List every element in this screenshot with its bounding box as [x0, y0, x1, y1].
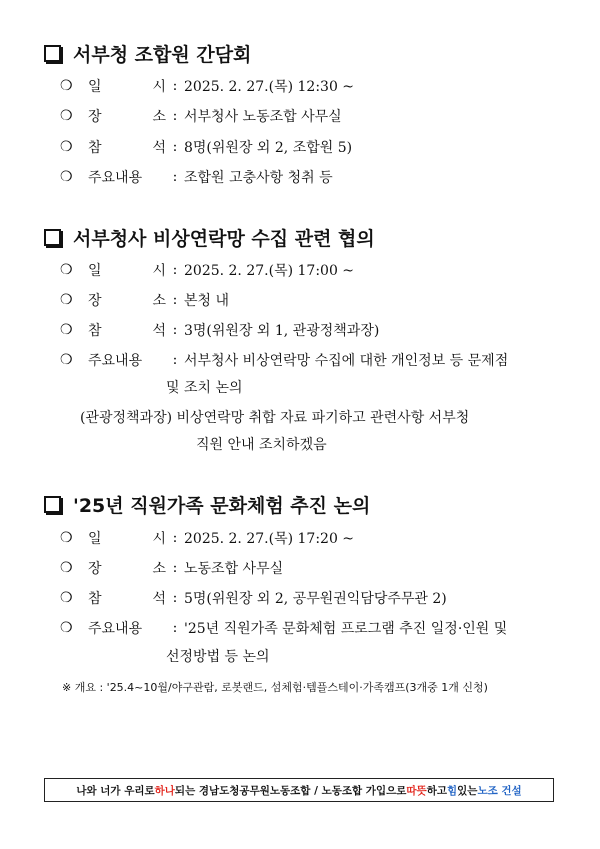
bullet-icon: ❍: [60, 322, 73, 338]
section-1-title: [44, 40, 251, 66]
section-2-row-place: ❍ 장 소 : 본청 내: [60, 292, 230, 309]
row-value: 2025. 2. 27.(목) 12:30 ~: [184, 79, 355, 95]
row-label: 주요내용: [88, 170, 143, 186]
checkbox-square-icon: [44, 45, 61, 62]
row-label: 일 시: [88, 263, 166, 279]
bullet-icon: ❍: [60, 352, 73, 368]
section-2-title: [44, 224, 375, 250]
row-label: 주요내용: [88, 353, 143, 369]
row-value: 8명(위원장 외 2, 조합원 5): [184, 140, 353, 156]
section-2-response-line-2: 직원 안내 조치하겠음: [196, 437, 327, 453]
checkbox-square-icon: [44, 496, 61, 513]
bullet-icon: ❍: [60, 108, 73, 124]
section-2-row-content: ❍ 주요내용 : 서부청사 비상연락망 수집에 대한 개인정보 등 문제점: [60, 352, 509, 369]
footer-slogan: 나와 너가 우리로 하나 되는 경남도청공무원노동조합 / 노동조합 가입으로 따뜻 하고 힘 있는 노조 건설: [44, 778, 554, 802]
section-3-row-place: ❍ 장 소 : 노동조합 사무실: [60, 560, 284, 577]
section-1-row-place: ❍ 장 소 : 서부청사 노동조합 사무실: [60, 108, 342, 125]
row-value: 서부청사 노동조합 사무실: [184, 109, 342, 125]
row-value: 2025. 2. 27.(목) 17:20 ~: [184, 531, 355, 547]
section-3-row-attendees: ❍ 참 석 : 5명(위원장 외 2, 공무원권익담당주무관 2): [60, 590, 447, 607]
section-1-title-text: 서부청 조합원 간담회: [73, 43, 252, 66]
row-label: 참 석: [88, 591, 166, 607]
bullet-icon: ❍: [60, 560, 73, 576]
bullet-icon: ❍: [60, 530, 73, 546]
section-2-title-text: 서부청사 비상연락망 수집 관련 협의: [73, 227, 375, 250]
section-1-row-content: ❍ 주요내용 : 조합원 고충사항 청취 등: [60, 169, 333, 186]
row-label: 장 소: [88, 109, 166, 125]
row-value: 조합원 고충사항 청취 등: [184, 170, 333, 186]
section-2-content-continuation: 및 조치 논의: [166, 380, 243, 396]
row-label: 일 시: [88, 531, 166, 547]
section-1-row-attendees: ❍ 참 석 : 8명(위원장 외 2, 조합원 5): [60, 139, 353, 156]
row-value: 노동조합 사무실: [184, 561, 284, 577]
section-3-note: ※ 개요 : '25.4~10월/야구관람, 로봇랜드, 섬체험·템플스테이·가족캠프(3개중 1개 신청): [62, 681, 488, 694]
row-label: 장 소: [88, 561, 166, 577]
row-label: 장 소: [88, 293, 166, 309]
section-2-row-date: ❍ 일 시 : 2025. 2. 27.(목) 17:00 ~: [60, 262, 355, 279]
section-2-response-line-1: (관광정책과장) 비상연락망 취합 자료 파기하고 관련사항 서부청: [80, 410, 470, 426]
section-3-title: [44, 491, 370, 517]
row-value: '25년 직원가족 문화체험 프로그램 추진 일정·인원 및: [184, 621, 508, 637]
bullet-icon: ❍: [60, 262, 73, 278]
bullet-icon: ❍: [60, 139, 73, 155]
section-3-title-text: '25년 직원가족 문화체험 추진 논의: [73, 494, 371, 517]
row-label: 주요내용: [88, 621, 143, 637]
section-3-row-date: ❍ 일 시 : 2025. 2. 27.(목) 17:20 ~: [60, 530, 355, 547]
section-1-row-date: ❍ 일 시 : 2025. 2. 27.(목) 12:30 ~: [60, 78, 355, 95]
row-label: 참 석: [88, 140, 166, 156]
row-value: 서부청사 비상연락망 수집에 대한 개인정보 등 문제점: [184, 353, 509, 369]
section-2-row-attendees: ❍ 참 석 : 3명(위원장 외 1, 관광정책과장): [60, 322, 380, 339]
row-value: 본청 내: [184, 293, 230, 309]
bullet-icon: ❍: [60, 169, 73, 185]
checkbox-square-icon: [44, 229, 61, 246]
bullet-icon: ❍: [60, 620, 73, 636]
bullet-icon: ❍: [60, 292, 73, 308]
section-3-row-content: ❍ 주요내용 : '25년 직원가족 문화체험 프로그램 추진 일정·인원 및: [60, 620, 508, 637]
row-value: 2025. 2. 27.(목) 17:00 ~: [184, 263, 355, 279]
row-label: 일 시: [88, 79, 166, 95]
bullet-icon: ❍: [60, 78, 73, 94]
bullet-icon: ❍: [60, 590, 73, 606]
row-value: 5명(위원장 외 2, 공무원권익담당주무관 2): [184, 591, 447, 607]
row-value: 3명(위원장 외 1, 관광정책과장): [184, 323, 380, 339]
row-label: 참 석: [88, 323, 166, 339]
section-3-content-continuation: 선정방법 등 논의: [166, 649, 270, 665]
